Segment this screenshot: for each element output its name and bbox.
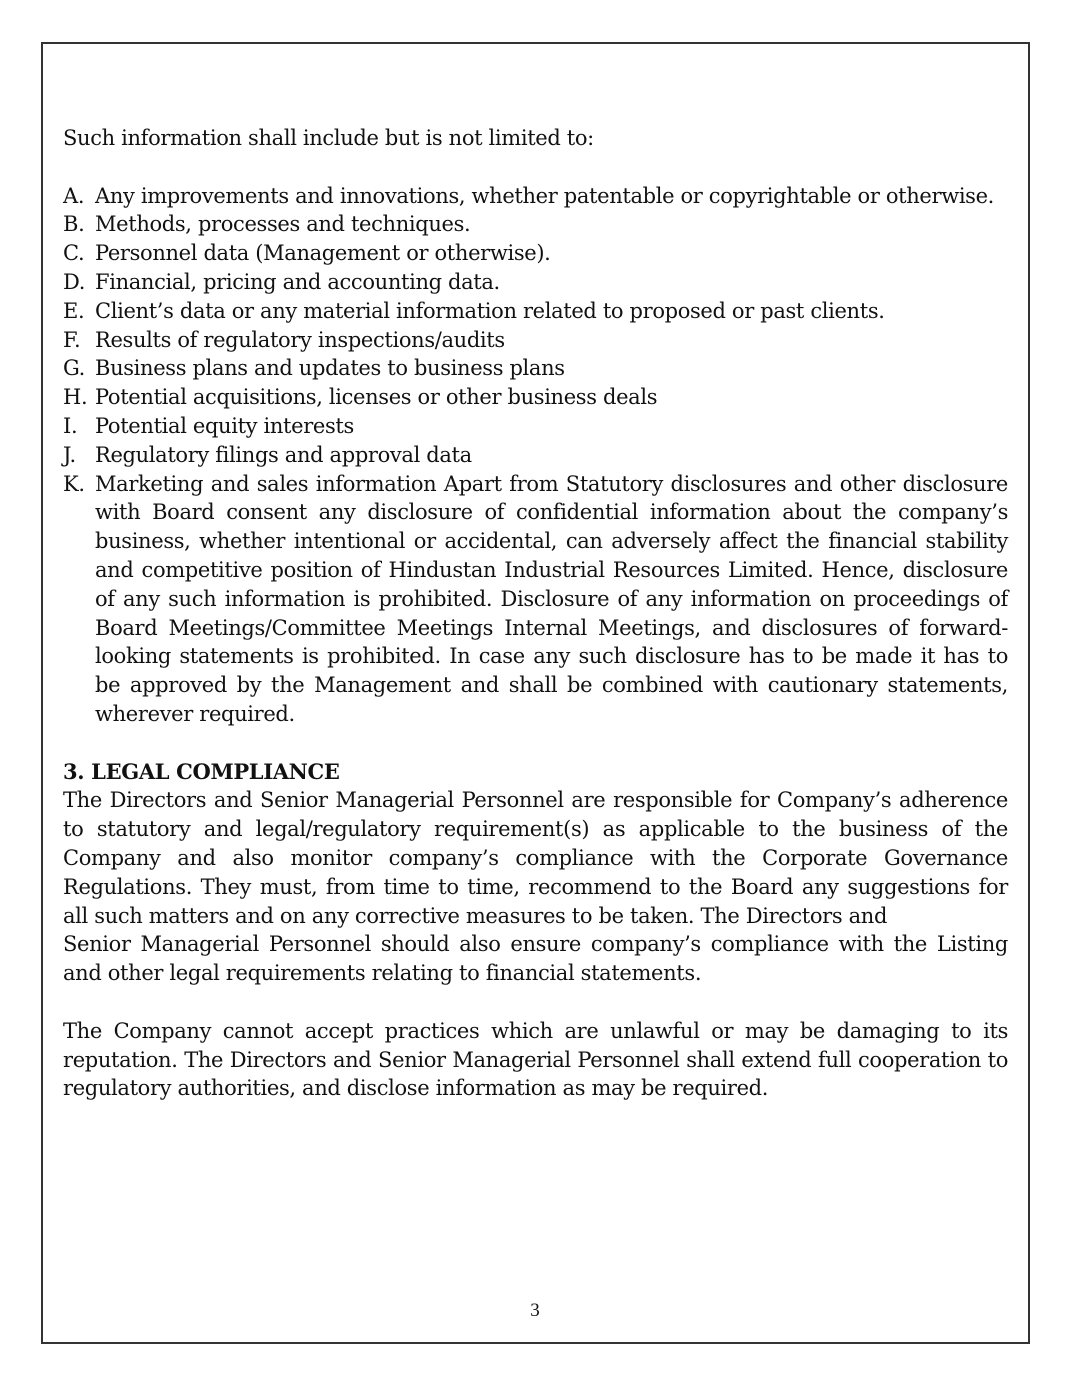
list-item — [63, 412, 1008, 441]
intro-text: Such information shall include but is not limited to: — [63, 126, 594, 150]
list-item-text: Results of regulatory inspections/audits — [95, 327, 505, 352]
list-item-text: Potential equity interests — [95, 413, 354, 438]
list-marker: F. — [63, 327, 81, 352]
list-marker: A. — [63, 183, 85, 208]
list-item — [63, 470, 1008, 729]
list-marker: D. — [63, 269, 86, 294]
list-item — [63, 268, 1008, 297]
page-number: 3 — [530, 1300, 540, 1321]
list-item-text: Marketing and sales information Apart from Statutory disclosures and other disclosure with Board consent any disclosure of confidential information about the company’s business, whether intentional or accidental, can adversely affect the financial stability and competitive position of Hindustan Industrial Resources Limited. Hence, disclosure of any such information is prohibited. Disclosure of any information on proceedings of Board Meetings/Committee Meetings Internal Meetings, and disclosures of forward-looking statements is prohibited. In case any such disclosure has to be made it has to be approved by the Management and shall be combined with cautionary statements, wherever required. — [95, 471, 1008, 726]
list-item-text: Client’s data or any material information related to proposed or past clients. — [95, 298, 885, 323]
page-content — [63, 124, 1008, 1103]
section-heading: 3. LEGAL COMPLIANCE — [63, 758, 340, 784]
list-item-text: Financial, pricing and accounting data. — [95, 269, 500, 294]
list-item — [63, 441, 1008, 470]
list-item-text: Business plans and updates to business plans — [95, 356, 565, 381]
legal-compliance-paragraph-1a: The Directors and Senior Managerial Personnel are responsible for Company’s adherence to statutory and legal/regulatory requirement(s) as applicable to the business of the Company and also monitor company’s compliance with the Corporate Governance Regulations. They must, from time to time, recommend to the Board any suggestions for all such matters and on any corrective measures to be taken. The Directors and — [63, 788, 1008, 928]
list-item-text: Any improvements and innovations, whether patentable or copyrightable or otherwise. — [95, 183, 995, 208]
legal-compliance-paragraph-1b: Senior Managerial Personnel should also ensure company’s compliance with the Listing and other legal requirements relating to financial statements. — [63, 932, 1008, 986]
list-item — [63, 297, 1008, 326]
list-marker: I. — [63, 413, 78, 438]
legal-compliance-paragraph-2: The Company cannot accept practices which are unlawful or may be damaging to its reputation. The Directors and Senior Managerial Personnel shall extend full cooperation to regulatory authorities, and disclose information as may be required. — [63, 1018, 1008, 1101]
list-marker: H. — [63, 385, 88, 410]
list-marker: K. — [63, 471, 85, 496]
list-marker: B. — [63, 212, 85, 237]
list-item-text: Personnel data (Management or otherwise). — [95, 241, 551, 266]
list-marker: G. — [63, 356, 86, 381]
confidential-info-list — [63, 182, 1008, 729]
list-item — [63, 210, 1008, 239]
list-marker: E. — [63, 298, 85, 323]
list-item — [63, 326, 1008, 355]
list-item-text: Methods, processes and techniques. — [95, 212, 471, 237]
list-item-text: Regulatory filings and approval data — [95, 442, 472, 467]
list-item — [63, 383, 1008, 412]
list-marker: C. — [63, 241, 85, 266]
list-marker: J. — [63, 442, 76, 467]
list-item-text: Potential acquisitions, licenses or other business deals — [95, 385, 658, 410]
list-item — [63, 182, 1008, 211]
list-item — [63, 239, 1008, 268]
list-item — [63, 354, 1008, 383]
